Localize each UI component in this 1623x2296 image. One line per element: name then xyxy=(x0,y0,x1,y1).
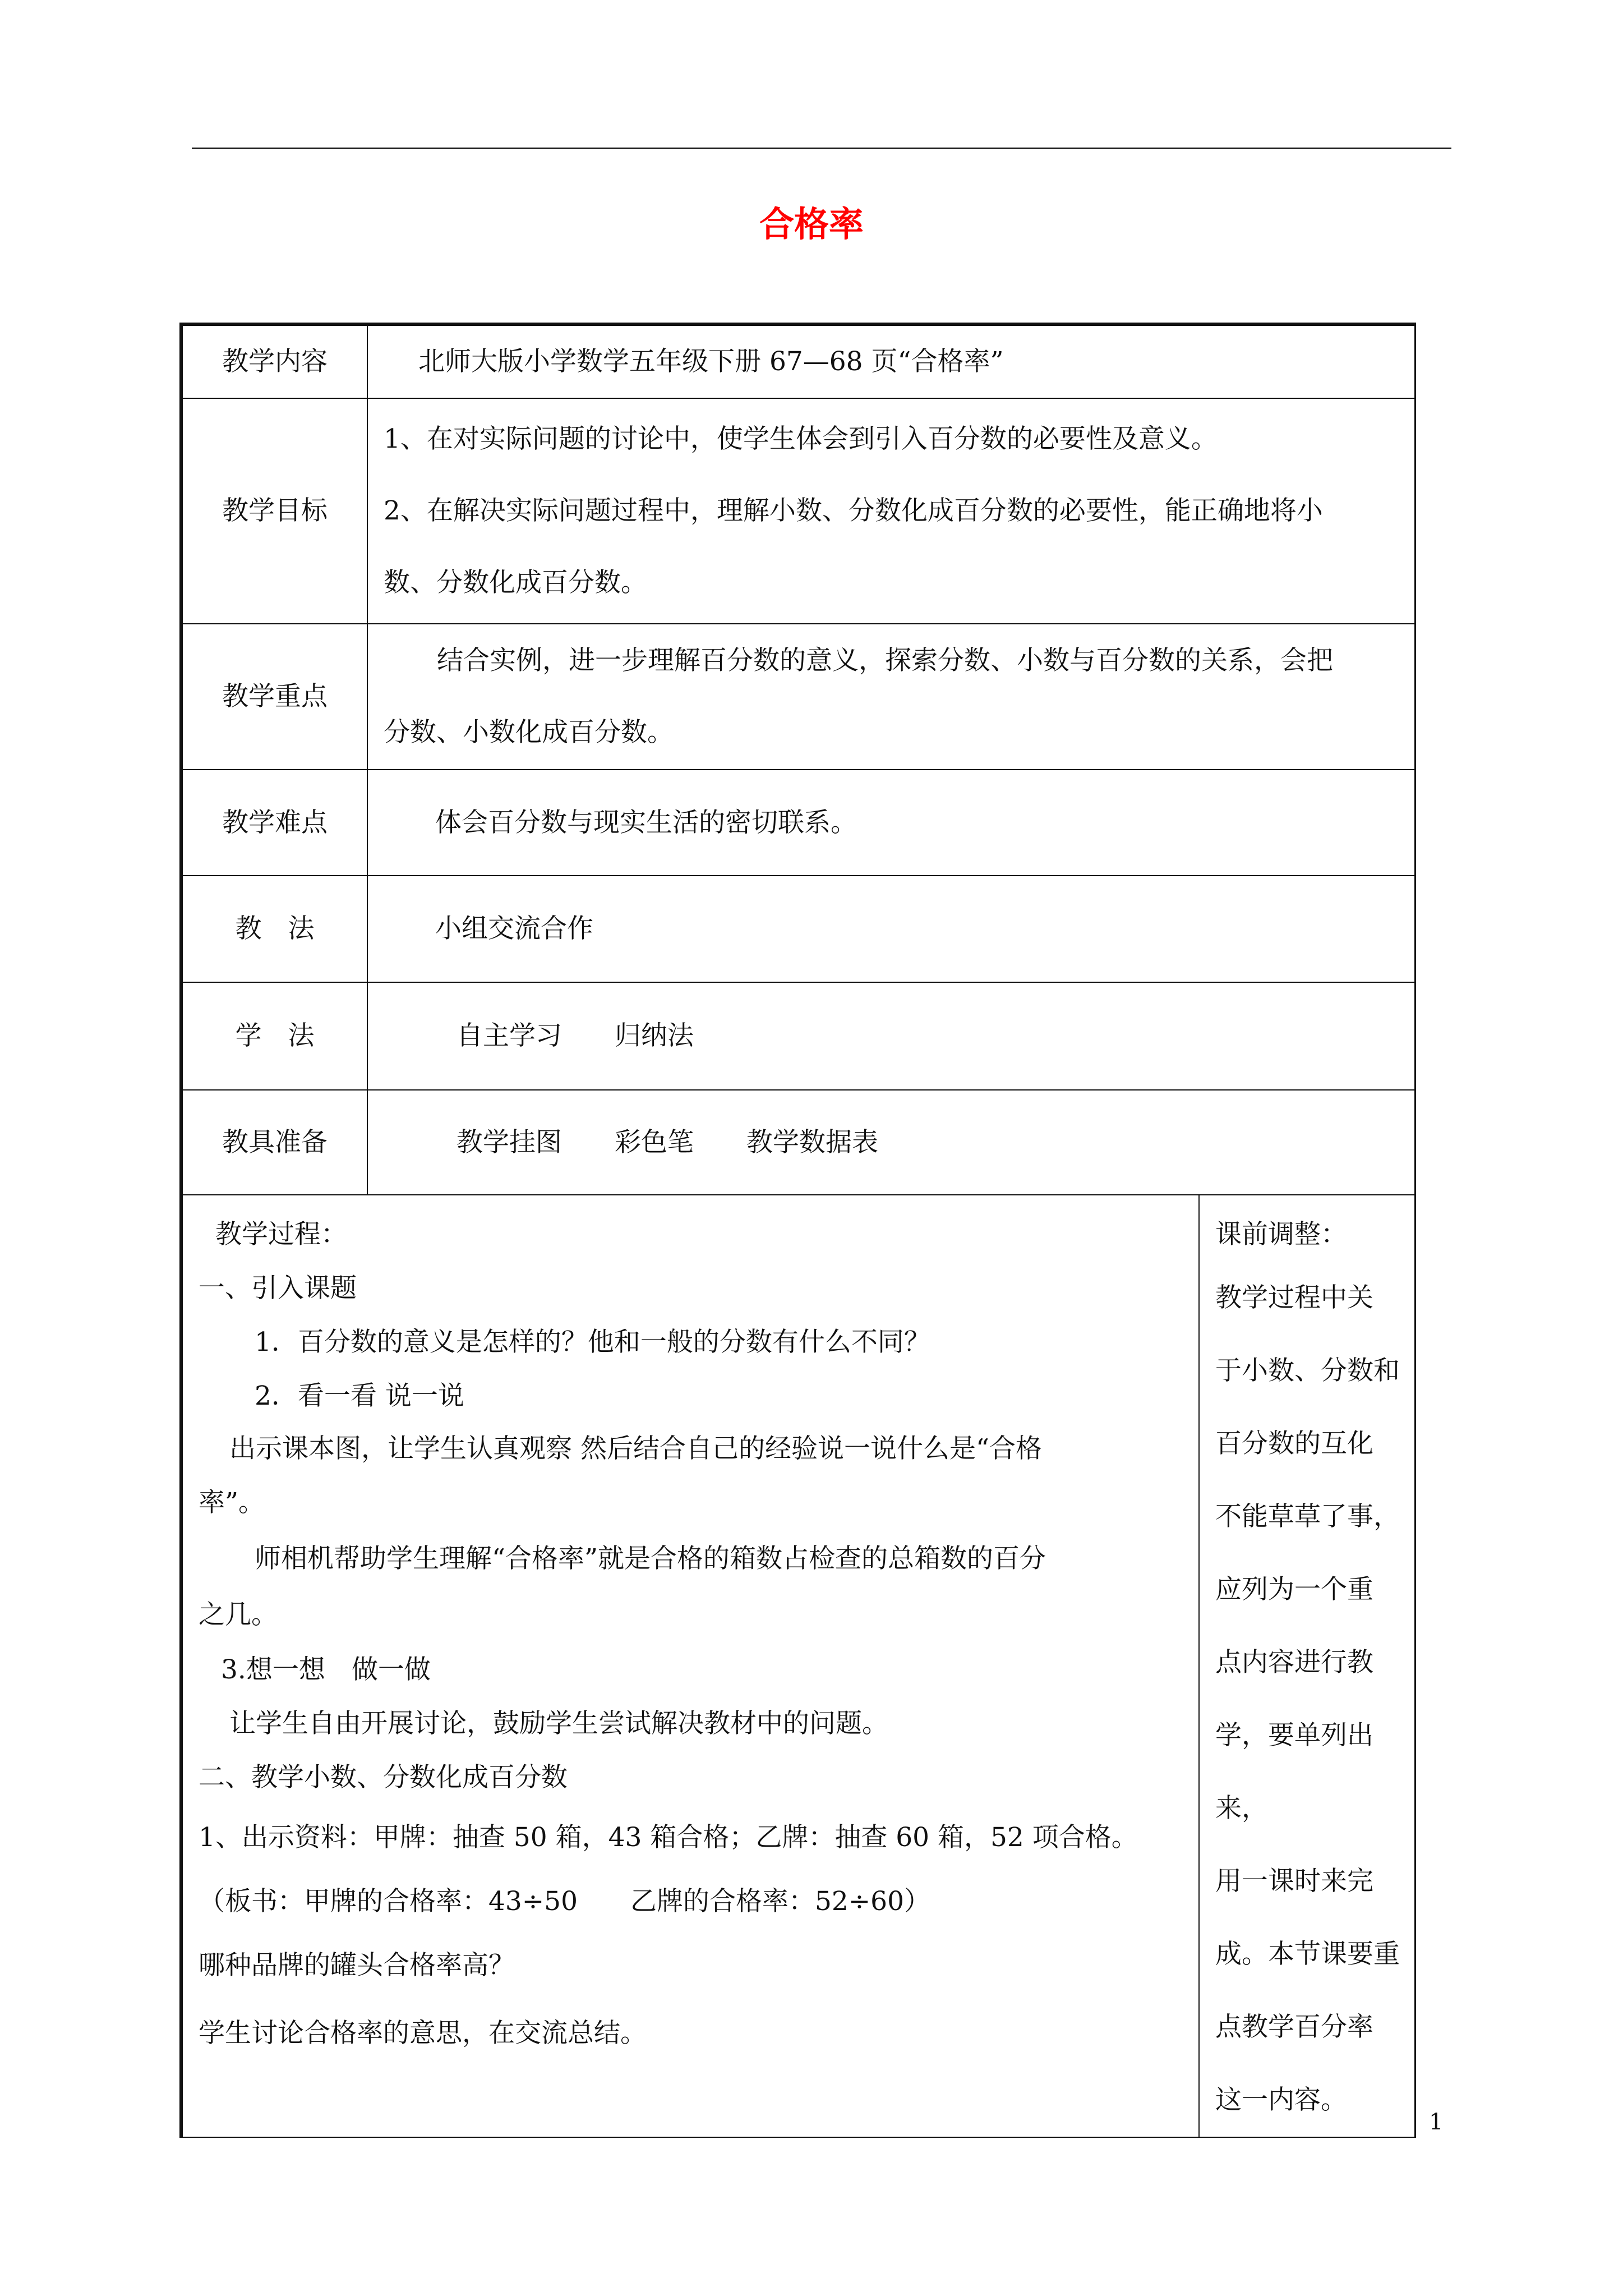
note-line: 不能草草了事， xyxy=(1215,1501,1400,1532)
page-number: 1 xyxy=(1429,2109,1444,2135)
process-line: 之几。 xyxy=(199,1599,278,1630)
note-line: 点内容进行教 xyxy=(1215,1647,1373,1678)
process-line: 一、引入课题 xyxy=(199,1273,357,1304)
key-point-line: 结合实例，进一步理解百分数的意义，探索分数、小数与百分数的关系，会把 xyxy=(437,645,1333,676)
row-label-learning-method: 学 法 xyxy=(181,982,367,1090)
process-line: 二、教学小数、分数化成百分数 xyxy=(199,1762,568,1793)
goal-line: 1、在对实际问题的讨论中，使学生体会到引入百分数的必要性及意义。 xyxy=(384,424,1218,454)
process-line: 2．看一看 说一说 xyxy=(255,1381,464,1411)
note-heading: 课前调整： xyxy=(1215,1219,1347,1250)
key-points-cell xyxy=(367,624,1415,770)
process-heading: 教学过程： xyxy=(215,1219,347,1250)
process-line: 3.想一想 做一做 xyxy=(221,1654,431,1685)
process-line: （板书：甲牌的合格率：43÷50 乙牌的合格率：52÷60） xyxy=(199,1886,930,1917)
teaching-process-cell xyxy=(181,1195,1199,2137)
process-line: 让学生自由开展讨论，鼓励学生尝试解决教材中的问题。 xyxy=(229,1708,888,1739)
row-label-key-points: 教学重点 xyxy=(181,624,367,770)
process-line: 哪种品牌的罐头合格率高？ xyxy=(199,1950,515,1981)
teaching-content-text: 北师大版小学数学五年级下册 67—68 页“合格率” xyxy=(367,324,1415,398)
teaching-tools-text: 教学挂图 彩色笔 教学数据表 xyxy=(367,1090,1415,1195)
note-line: 成。本节课要重 xyxy=(1215,1939,1400,1970)
teaching-goals-cell xyxy=(367,398,1415,624)
goal-line: 数、分数化成百分数。 xyxy=(384,567,647,598)
table-row xyxy=(181,1195,1415,2137)
note-line: 教学过程中关 xyxy=(1215,1282,1373,1313)
page-title: 合格率 xyxy=(759,204,864,245)
difficulties-text: 体会百分数与现实生活的密切联系。 xyxy=(367,770,1415,876)
row-label-teaching-tools: 教具准备 xyxy=(181,1090,367,1195)
process-line: 师相机帮助学生理解“合格率”就是合格的箱数占检查的总箱数的百分 xyxy=(255,1543,1046,1574)
process-line: 学生讨论合格率的意思，在交流总结。 xyxy=(199,2018,647,2049)
table-row xyxy=(181,624,1415,770)
note-line: 这一内容。 xyxy=(1215,2085,1347,2115)
table-row xyxy=(181,1090,1415,1195)
process-line: 率”。 xyxy=(199,1487,265,1518)
note-line: 学，要单列出来， xyxy=(1215,1720,1373,1824)
teaching-method-text: 小组交流合作 xyxy=(367,876,1415,982)
row-label-difficulties: 教学难点 xyxy=(181,770,367,876)
process-line: 1、出示资料：甲牌：抽查 50 箱，43 箱合格；乙牌：抽查 60 箱，52 项合格。 xyxy=(199,1822,1138,1853)
lesson-plan-table xyxy=(179,323,1416,2138)
table-row xyxy=(181,770,1415,876)
row-label-teaching-content: 教学内容 xyxy=(181,324,367,398)
table-row xyxy=(181,982,1415,1090)
note-line: 百分数的互化 xyxy=(1215,1428,1373,1459)
note-line: 于小数、分数和 xyxy=(1215,1355,1400,1386)
row-label-teaching-goals: 教学目标 xyxy=(181,398,367,624)
table-row xyxy=(181,324,1415,398)
header-rule xyxy=(192,148,1451,149)
note-line: 用一课时来完 xyxy=(1215,1866,1373,1897)
pre-class-adjustment-cell xyxy=(1199,1195,1415,2137)
table-row xyxy=(181,876,1415,982)
learning-method-text: 自主学习 归纳法 xyxy=(367,982,1415,1090)
process-line: 出示课本图，让学生认真观察 然后结合自己的经验说一说什么是“合格 xyxy=(229,1433,1042,1464)
goal-line: 2、在解决实际问题过程中，理解小数、分数化成百分数的必要性，能正确地将小 xyxy=(384,495,1323,526)
note-line: 点教学百分率 xyxy=(1215,2012,1373,2042)
row-label-teaching-method: 教 法 xyxy=(181,876,367,982)
table-row xyxy=(181,398,1415,624)
key-point-line: 分数、小数化成百分数。 xyxy=(384,717,674,748)
process-line: 1．百分数的意义是怎样的？他和一般的分数有什么不同？ xyxy=(255,1327,930,1358)
note-line: 应列为一个重 xyxy=(1215,1574,1373,1605)
